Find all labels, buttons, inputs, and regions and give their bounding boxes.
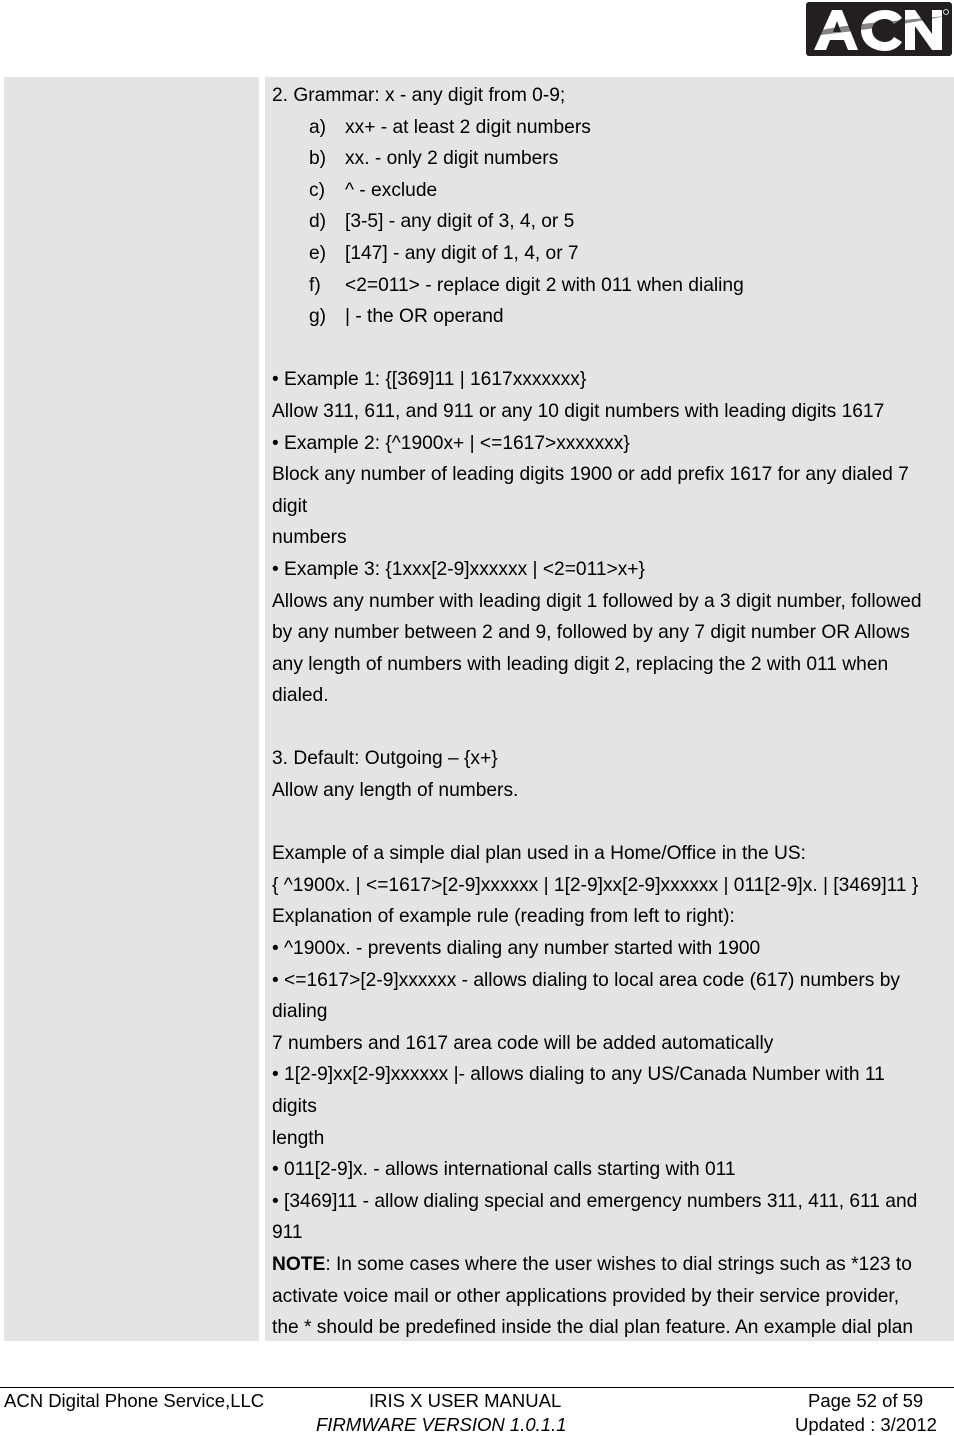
example-2-description: Block any number of leading digits 1900 or add prefix 1617 for any dialed 7 bbox=[272, 464, 909, 486]
grammar-item bbox=[272, 175, 954, 207]
grammar-item-text: ^ - exclude bbox=[345, 179, 438, 201]
simple-plan: { ^1900x. | <=1617>[2-9]xxxxxx | 1[2-9]xx[2-9]xxxxxx | 011[2-9]x. | [3469]11 } bbox=[272, 874, 919, 896]
grammar-title: 2. Grammar: x - any digit from 0-9; bbox=[272, 85, 566, 106]
grammar-item-letter: f) bbox=[309, 274, 321, 296]
grammar-item-text: xx. - only 2 digit numbers bbox=[345, 148, 559, 170]
blank-line bbox=[272, 333, 954, 365]
grammar-item-letter: a) bbox=[309, 116, 327, 138]
example-2-description: numbers bbox=[272, 527, 347, 549]
table-left-cell bbox=[4, 77, 259, 1341]
explanation-item: • 1[2-9]xx[2-9]xxxxxx |- allows dialing to any US/Canada Number with 11 bbox=[272, 1064, 885, 1086]
explanation-item: dialing bbox=[272, 1001, 328, 1023]
explanation-item: digits bbox=[272, 1096, 317, 1117]
footer-manual-title: IRIS X USER MANUAL bbox=[369, 1390, 562, 1411]
simple-plan-title: Example of a simple dial plan used in a Home/Office in the US: bbox=[272, 843, 806, 865]
footer-page-number: Page 52 of 59 bbox=[808, 1390, 924, 1411]
grammar-item bbox=[272, 301, 954, 333]
grammar-item-text: [147] - any digit of 1, 4, or 7 bbox=[345, 242, 579, 264]
note-text: activate voice mail or other applications provided by their service provider, bbox=[272, 1285, 900, 1307]
explanation-item: length bbox=[272, 1127, 325, 1149]
grammar-item-letter: c) bbox=[309, 179, 325, 201]
grammar-item-letter: b) bbox=[309, 148, 327, 170]
example-3: • Example 3: {1xxx[2-9]xxxxxx | <2=011>x+} bbox=[272, 558, 645, 580]
grammar-item-text: xx+ - at least 2 digit numbers bbox=[345, 116, 591, 138]
explanation-item: 911 bbox=[272, 1222, 303, 1244]
grammar-item bbox=[272, 238, 954, 270]
footer-company: ACN Digital Phone Service,LLC bbox=[4, 1390, 265, 1411]
grammar-item-text: | - the OR operand bbox=[345, 306, 504, 328]
note-text: the * should be predefined inside the dial plan feature. An example dial plan bbox=[272, 1317, 914, 1339]
example-3-description: any length of numbers with leading digit 2, replacing the 2 with 011 when bbox=[272, 653, 889, 675]
grammar-item-text: [3-5] - any digit of 3, 4, or 5 bbox=[345, 211, 575, 233]
example-2-description: digit bbox=[272, 495, 308, 517]
explanation-item: • [3469]11 - allow dialing special and emergency numbers 311, 411, 611 and bbox=[272, 1190, 918, 1212]
example-1: • Example 1: {[369]11 | 1617xxxxxxx} bbox=[272, 369, 587, 391]
blank-line bbox=[272, 807, 954, 839]
default-title: 3. Default: Outgoing – {x+} bbox=[272, 748, 498, 770]
grammar-item-text: <2=011> - replace digit 2 with 011 when dialing bbox=[345, 274, 744, 296]
note bbox=[272, 1249, 954, 1281]
explanation-item: 7 numbers and 1617 area code will be added automatically bbox=[272, 1032, 774, 1054]
acn-logo bbox=[806, 2, 952, 56]
grammar-item-letter: e) bbox=[309, 242, 327, 264]
explanation-title: Explanation of example rule (reading from left to right): bbox=[272, 906, 735, 928]
example-3-description: dialed. bbox=[272, 685, 329, 707]
footer-divider bbox=[0, 1387, 954, 1388]
explanation-item: • 011[2-9]x. - allows international calls starting with 011 bbox=[272, 1159, 736, 1181]
grammar-item bbox=[272, 206, 954, 238]
example-2: • Example 2: {^1900x+ | <=1617>xxxxxxx} bbox=[272, 432, 630, 454]
grammar-item bbox=[272, 270, 954, 302]
grammar-item bbox=[272, 112, 954, 144]
blank-line bbox=[272, 712, 954, 744]
example-3-description: by any number between 2 and 9, followed by any 7 digit number OR Allows bbox=[272, 622, 910, 644]
note-label: NOTE bbox=[272, 1253, 326, 1275]
grammar-item bbox=[272, 143, 954, 175]
example-1-description: Allow 311, 611, and 911 or any 10 digit numbers with leading digits 1617 bbox=[272, 400, 885, 422]
explanation-item: • <=1617>[2-9]xxxxxx - allows dialing to local area code (617) numbers by bbox=[272, 969, 900, 991]
grammar-item-letter: d) bbox=[309, 211, 327, 233]
dial-plan-text bbox=[272, 80, 954, 1341]
example-3-description: Allows any number with leading digit 1 followed by a 3 digit number, followed bbox=[272, 590, 922, 612]
default-description: Allow any length of numbers. bbox=[272, 780, 519, 802]
grammar-item-letter: g) bbox=[309, 306, 327, 328]
footer-firmware-version: FIRMWARE VERSION 1.0.1.1 bbox=[316, 1414, 567, 1435]
explanation-item: • ^1900x. - prevents dialing any number started with 1900 bbox=[272, 938, 761, 960]
footer-updated-date: Updated : 3/2012 bbox=[795, 1414, 937, 1435]
table-content-cell bbox=[265, 77, 954, 1341]
note-text: : In some cases where the user wishes to dial strings such as *123 to bbox=[325, 1253, 912, 1275]
